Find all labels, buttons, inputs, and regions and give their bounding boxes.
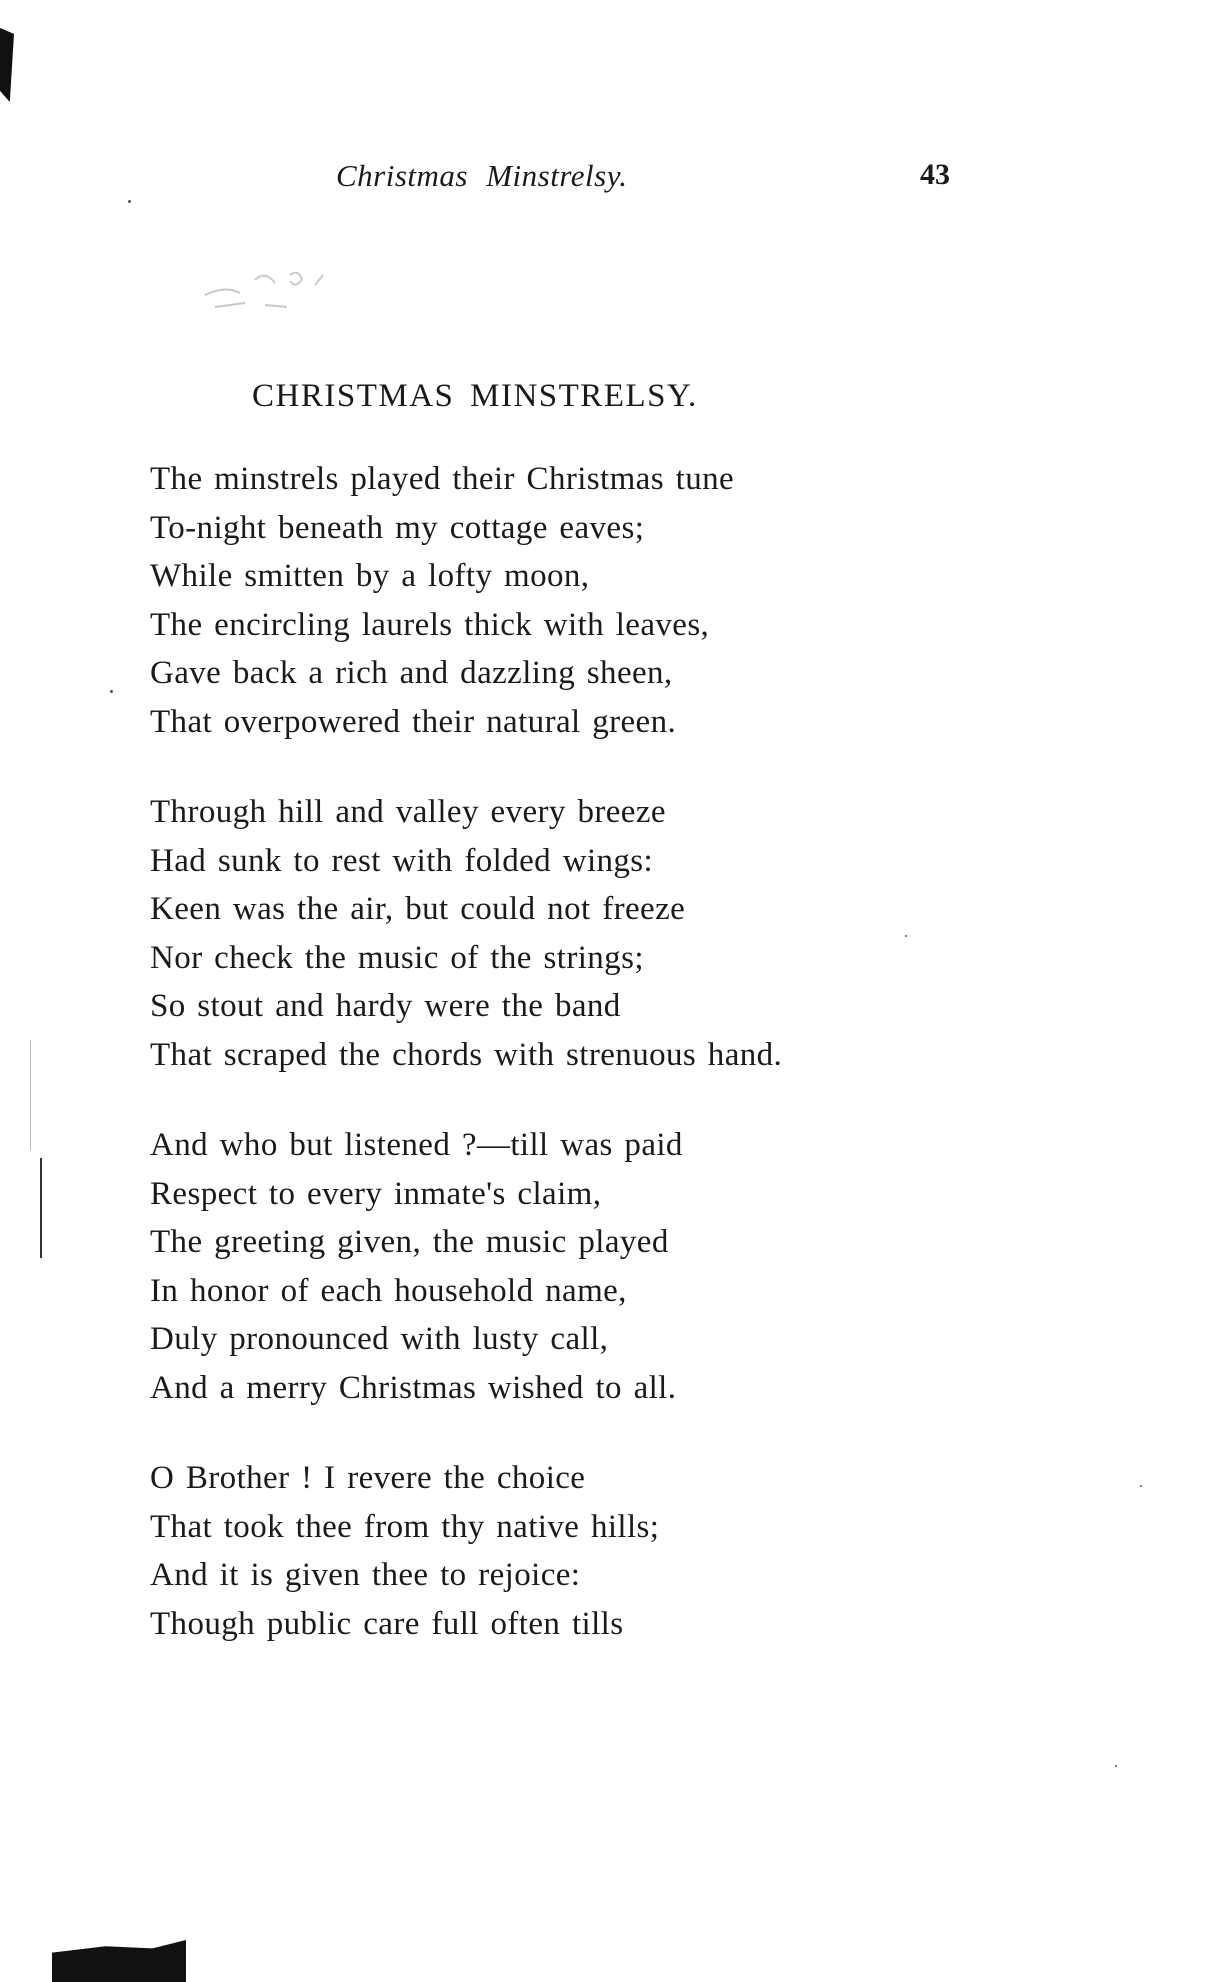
page-number: 43 [920, 158, 950, 191]
faded-stamp [195, 255, 355, 315]
poem-line: Respect to every inmate's claim, [150, 1175, 602, 1212]
poem-line: Duly pronounced with lusty call, [150, 1321, 609, 1357]
poem-line: The minstrels played their Christmas tune [150, 461, 735, 497]
stanza-4 [150, 1454, 970, 1648]
ink-speck [1115, 1765, 1117, 1767]
stanza-3 [150, 1121, 970, 1412]
poem-line: O Brother ! I revere the choice [150, 1460, 586, 1496]
ink-speck [128, 200, 131, 203]
poem-line: Gave back a rich and dazzling sheen, [150, 655, 673, 691]
poem-line: So stout and hardy were the band [150, 988, 621, 1024]
poem-line: That took thee from thy native hills; [150, 1508, 660, 1545]
poem-line: Keen was the air, but could not freeze [150, 891, 686, 927]
ink-speck [1140, 1485, 1142, 1487]
poem-line: That overpowered their natural green. [150, 703, 677, 740]
running-title: Christmas Minstrelsy. [336, 158, 628, 193]
scan-mark-bottom-left [52, 1940, 186, 1982]
scan-mark-top-left [0, 28, 14, 102]
faint-margin-rule [30, 1040, 31, 1150]
running-header [150, 158, 950, 198]
stanza-2 [150, 788, 970, 1079]
poem-line: While smitten by a lofty moon, [150, 558, 590, 594]
poem-line: And it is given thee to rejoice: [150, 1557, 581, 1593]
poem-line: And who but listened ?—till was paid [150, 1127, 683, 1163]
poem-line: The encircling laurels thick with leaves, [150, 606, 710, 643]
stanza-1 [150, 455, 970, 746]
poem-line: To-night beneath my cottage eaves; [150, 509, 645, 546]
poem-line: In honor of each household name, [150, 1272, 627, 1309]
poem-line: And a merry Christmas wished to all. [150, 1369, 677, 1406]
poem-line: Through hill and valley every breeze [150, 794, 666, 830]
poem-line: Though public care full often tills [150, 1605, 624, 1642]
poem-body [150, 455, 970, 1690]
poem-line: Had sunk to rest with folded wings: [150, 842, 654, 879]
poem-line: The greeting given, the music played [150, 1224, 669, 1260]
ink-speck [110, 690, 113, 693]
poem-line: That scraped the chords with strenuous hand. [150, 1036, 783, 1073]
margin-rule [40, 1158, 42, 1258]
poem-line: Nor check the music of the strings; [150, 939, 644, 976]
poem-title: CHRISTMAS MINSTRELSY. [252, 378, 698, 414]
